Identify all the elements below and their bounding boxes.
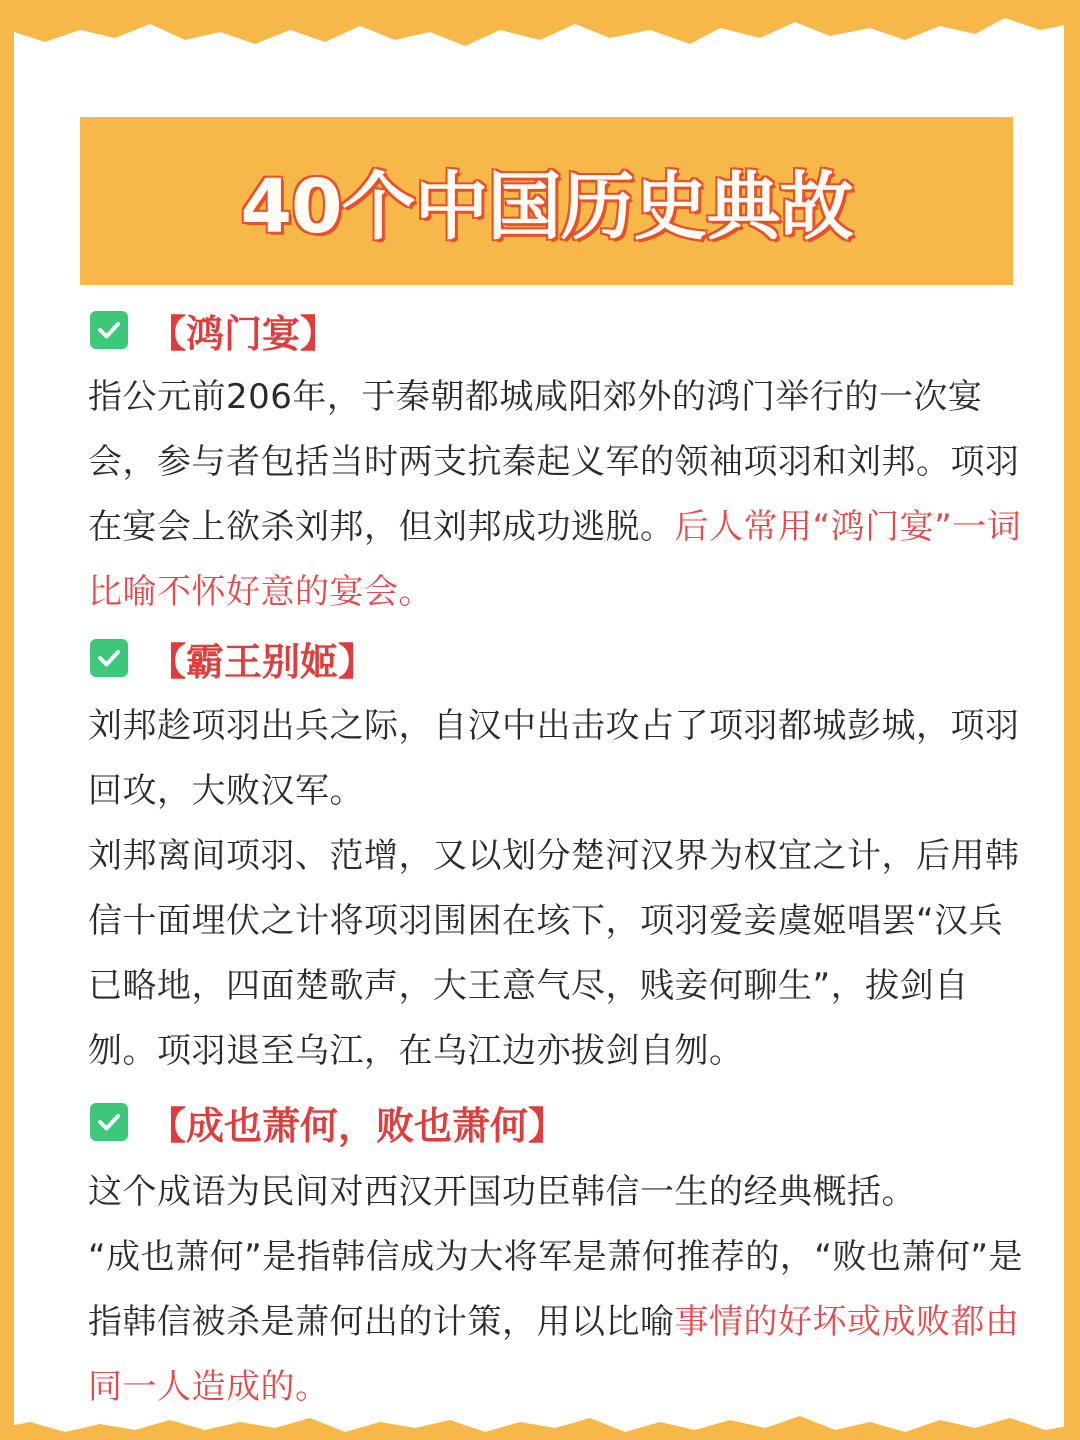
title-banner <box>80 117 1013 285</box>
paragraph-highlight: 后人常用“鸿门宴”一词比喻不怀好意的宴会。 <box>88 507 1022 612</box>
section-chengyexiaohe <box>88 1092 1028 1420</box>
paragraph-text: 指公元前206年，于秦朝都城咸阳郊外的鸿门举行的一次宴会，参与者包括当时两支抗秦起义军的领袖项羽和刘邦。项羽在宴会上欲杀刘邦，但刘邦成功逃脱。 <box>88 377 1020 547</box>
paragraph-text: 这个成语为民间对西汉开国功臣韩信一生的经典概括。 <box>88 1172 916 1212</box>
section-heading-text: 【成也萧何，败也萧何】 <box>148 1103 567 1148</box>
paragraph-highlight: 事情的好坏或成败都由同一人造成的。 <box>88 1302 1020 1407</box>
section-bawangbieji <box>88 628 1028 1084</box>
paragraph-text: 刘邦离间项羽、范增，又以划分楚河汉界为权宜之计，后用韩信十面埋伏之计将项羽围困在垓下，项羽爱妾虞姬唱罢“汉兵已略地，四面楚歌声，大王意气尽，贱妾何聊生”，拔剑自刎。项羽退至乌江，在乌江边亦拔剑自刎。 <box>88 836 1020 1071</box>
section-heading-text: 【霸王别姬】 <box>148 639 377 684</box>
section-paragraph <box>88 694 1028 824</box>
section-hongmenyan <box>88 300 1028 625</box>
paragraph-text: 刘邦趁项羽出兵之际，自汉中出击攻占了项羽都城彭城，项羽回攻，大败汉军。 <box>88 706 1020 811</box>
section-paragraph <box>88 365 1028 625</box>
torn-paper-top-edge <box>0 0 1080 70</box>
section-heading <box>88 300 1028 360</box>
section-heading-text: 【鸿门宴】 <box>148 311 339 356</box>
section-paragraph <box>88 824 1028 1084</box>
section-heading <box>88 1092 1028 1152</box>
section-heading <box>88 628 1028 688</box>
paragraph-text: “成也萧何”是指韩信成为大将军是萧何推荐的，“败也萧何”是指韩信被杀是萧何出的计策，用以比喻 <box>88 1237 1023 1342</box>
check-box-icon <box>90 639 128 677</box>
section-paragraph <box>88 1225 1028 1420</box>
check-box-icon <box>90 311 128 349</box>
check-box-icon <box>90 1103 128 1141</box>
section-paragraph <box>88 1160 1028 1225</box>
page-title: 40个中国历史典故 <box>240 164 853 250</box>
